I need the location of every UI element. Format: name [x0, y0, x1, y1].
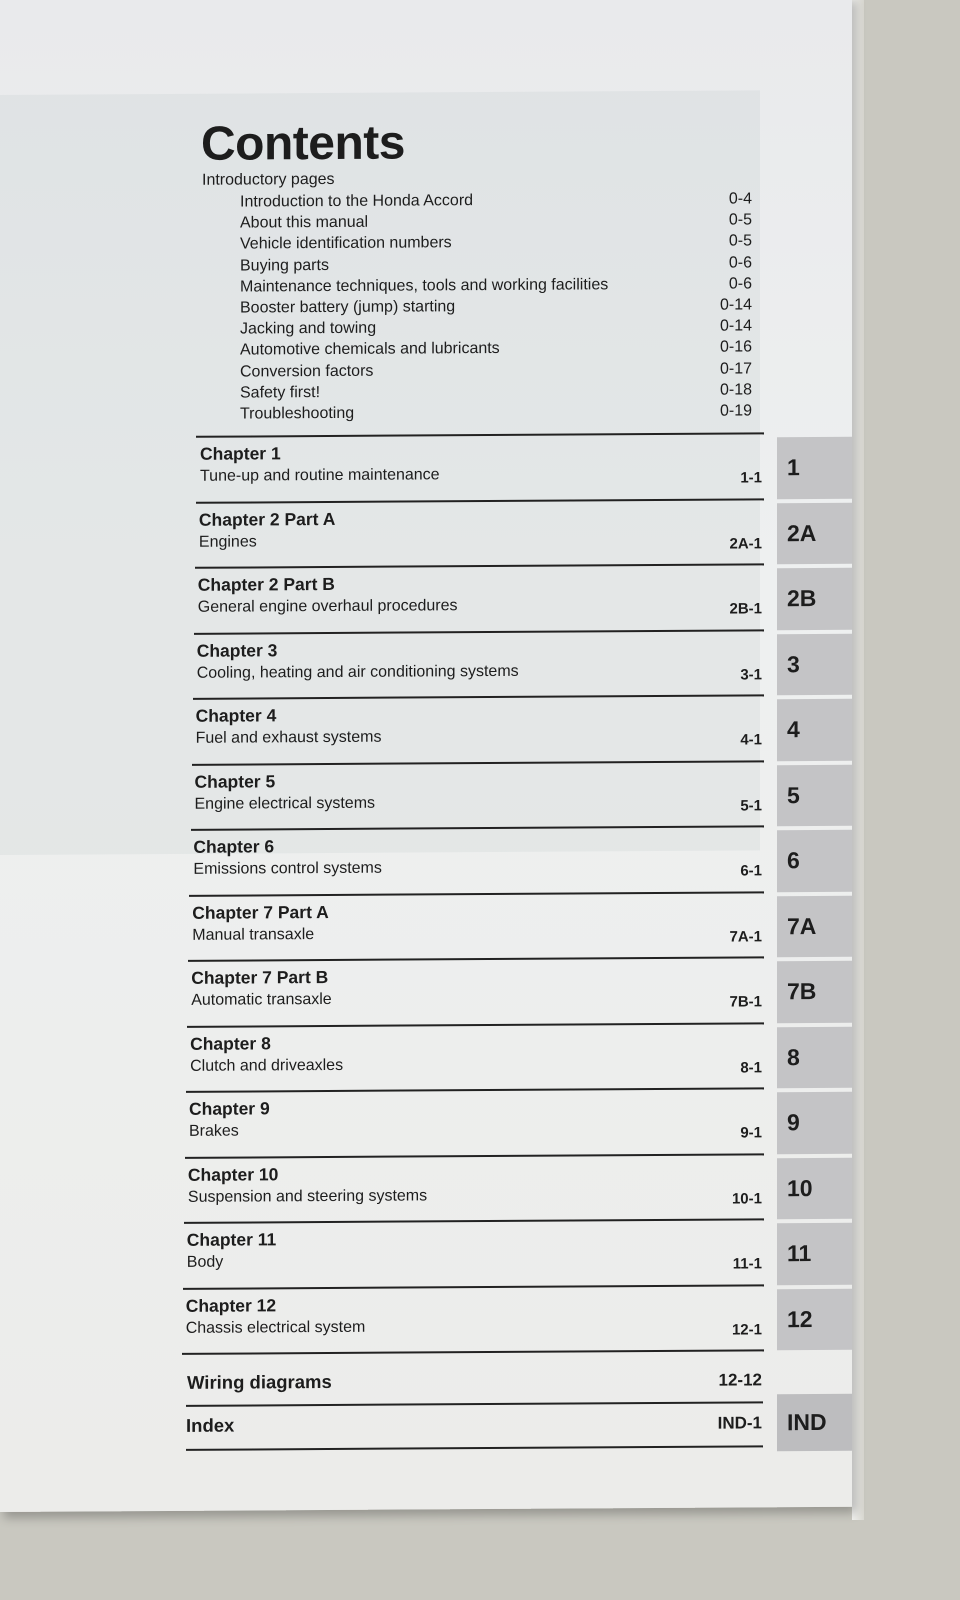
chapter-page: 7A-1 — [729, 927, 762, 946]
chapter-page: 12-1 — [731, 1320, 762, 1339]
chapter-title[interactable]: Chapter 2 Part A — [198, 508, 336, 530]
chapter-title[interactable]: Chapter 7 Part A — [192, 901, 329, 923]
intro-item[interactable] — [240, 339, 752, 363]
chapter-subtitle: Body — [186, 1253, 224, 1271]
divider-rule — [186, 1445, 763, 1451]
intro-item[interactable] — [240, 212, 752, 236]
intro-item-title: Conversion factors — [240, 362, 374, 381]
chapter-title[interactable]: Chapter 12 — [185, 1294, 277, 1316]
thumb-tab[interactable]: 5 — [777, 764, 852, 826]
thumb-tab[interactable]: 6 — [777, 830, 852, 892]
chapter-page: 6-1 — [740, 862, 762, 880]
chapter-subtitle: Chassis electrical system — [185, 1318, 366, 1337]
thumb-tab[interactable]: 3 — [777, 633, 852, 695]
intro-item-page: 0-5 — [728, 232, 752, 250]
divider-rule — [185, 1153, 764, 1159]
intro-item-title: Troubleshooting — [240, 404, 355, 423]
intro-item-page: 0-18 — [719, 381, 752, 399]
chapter-title[interactable]: Chapter 6 — [193, 836, 275, 857]
chapter-subtitle: Engine electrical systems — [194, 794, 376, 813]
chapter-title[interactable]: Chapter 11 — [186, 1229, 277, 1250]
divider-rule — [188, 956, 764, 962]
chapter-page: 11-1 — [732, 1255, 762, 1273]
intro-item-page: 0-4 — [728, 190, 752, 208]
divider-rule — [187, 1022, 764, 1028]
thumb-tab[interactable]: 2B — [777, 568, 852, 630]
thumb-tab[interactable]: 4 — [777, 699, 852, 761]
thumb-tab[interactable]: 11 — [777, 1223, 852, 1285]
intro-item-title: Jacking and towing — [240, 319, 377, 338]
thumb-tab[interactable]: 1 — [777, 437, 852, 499]
chapter-title[interactable]: Chapter 1 — [200, 443, 281, 464]
intro-item-title: About this manual — [240, 213, 369, 232]
chapter-page: 10-1 — [731, 1189, 762, 1208]
intro-item-page: 0-17 — [719, 360, 752, 378]
chapter-title[interactable]: Chapter 8 — [190, 1032, 271, 1054]
index-page: IND-1 — [717, 1413, 762, 1433]
chapter-page: 2A-1 — [729, 534, 762, 553]
intro-item[interactable] — [240, 296, 752, 320]
intro-item-page: 0-16 — [719, 338, 752, 356]
intro-item[interactable] — [240, 254, 752, 278]
chapter-subtitle: Cooling, heating and air conditioning systems — [196, 662, 519, 682]
intro-item[interactable] — [240, 402, 752, 426]
chapter-subtitle: Engines — [198, 532, 257, 551]
chapter-subtitle: General engine overhaul procedures — [197, 597, 458, 616]
chapter-subtitle: Fuel and exhaust systems — [195, 728, 382, 747]
thumb-tab[interactable]: 2A — [777, 502, 852, 564]
divider-rule — [184, 1218, 764, 1224]
chapter-subtitle: Clutch and driveaxles — [190, 1056, 344, 1075]
intro-item[interactable] — [240, 381, 752, 405]
intro-item-page: 0-14 — [719, 317, 752, 335]
thumb-tab-index[interactable]: IND — [777, 1394, 852, 1452]
intro-item-title: Introduction to the Honda Accord — [240, 192, 474, 211]
thumb-tab[interactable]: 7B — [777, 961, 852, 1023]
page-title: Contents — [201, 116, 405, 171]
chapter-subtitle: Tune-up and routine maintenance — [200, 466, 440, 485]
intro-item-page: 0-6 — [728, 275, 752, 293]
index-title[interactable]: Index — [186, 1414, 235, 1436]
intro-item-title: Maintenance techniques, tools and working facilities — [240, 276, 609, 296]
intro-item-page: 0-6 — [728, 253, 752, 272]
thumb-tab[interactable]: 10 — [777, 1157, 852, 1219]
chapter-title[interactable]: Chapter 5 — [194, 770, 276, 792]
intro-item-title: Vehicle identification numbers — [240, 234, 452, 253]
intro-item-title: Booster battery (jump) starting — [240, 298, 456, 317]
intro-item-page: 0-14 — [719, 296, 752, 314]
chapter-subtitle: Automatic transaxle — [191, 990, 332, 1009]
divider-rule — [186, 1087, 764, 1093]
divider-rule — [189, 891, 764, 897]
intro-item[interactable] — [240, 275, 752, 299]
chapter-page: 4-1 — [740, 731, 762, 749]
chapter-title[interactable]: Chapter 9 — [189, 1098, 270, 1119]
intro-heading: Introductory pages — [202, 170, 335, 189]
thumb-tab[interactable]: 9 — [777, 1092, 852, 1154]
thumb-tab[interactable]: 12 — [777, 1288, 852, 1350]
intro-item-title: Automotive chemicals and lubricants — [240, 340, 500, 359]
intro-item-title: Buying parts — [240, 256, 329, 275]
chapter-page: 8-1 — [740, 1058, 762, 1076]
wiring-diagrams-title[interactable]: Wiring diagrams — [187, 1370, 332, 1393]
intro-item-page: 0-5 — [728, 211, 752, 229]
wiring-diagrams-page: 12-12 — [718, 1370, 762, 1390]
intro-item-title: Safety first! — [240, 383, 321, 402]
chapter-title[interactable]: Chapter 10 — [187, 1163, 279, 1185]
chapter-title[interactable]: Chapter 2 Part B — [197, 573, 335, 595]
intro-item[interactable] — [240, 233, 752, 257]
chapter-subtitle: Suspension and steering systems — [187, 1186, 428, 1206]
chapter-page: 7B-1 — [729, 993, 762, 1011]
chapter-page: 2B-1 — [729, 600, 762, 618]
paper-edge — [852, 0, 864, 1520]
intro-item-page: 0-19 — [719, 402, 752, 420]
intro-item[interactable] — [240, 190, 752, 214]
chapter-page: 3-1 — [740, 665, 762, 683]
divider-rule — [186, 1401, 763, 1407]
chapter-title[interactable]: Chapter 4 — [195, 705, 277, 726]
chapter-title[interactable]: Chapter 3 — [196, 639, 278, 661]
chapter-page: 5-1 — [740, 796, 762, 814]
thumb-tab[interactable]: 7A — [777, 895, 852, 957]
thumb-tab[interactable]: 8 — [777, 1026, 852, 1088]
intro-item[interactable] — [240, 318, 752, 342]
chapter-page: 1-1 — [740, 469, 762, 487]
divider-rule — [182, 1349, 764, 1355]
chapter-subtitle: Emissions control systems — [193, 859, 382, 878]
chapter-title[interactable]: Chapter 7 Part B — [191, 966, 329, 988]
divider-rule — [183, 1284, 764, 1290]
chapter-subtitle: Manual transaxle — [192, 925, 315, 944]
chapter-subtitle: Brakes — [189, 1122, 239, 1140]
chapter-page: 9-1 — [740, 1124, 762, 1142]
intro-item[interactable] — [240, 360, 752, 384]
